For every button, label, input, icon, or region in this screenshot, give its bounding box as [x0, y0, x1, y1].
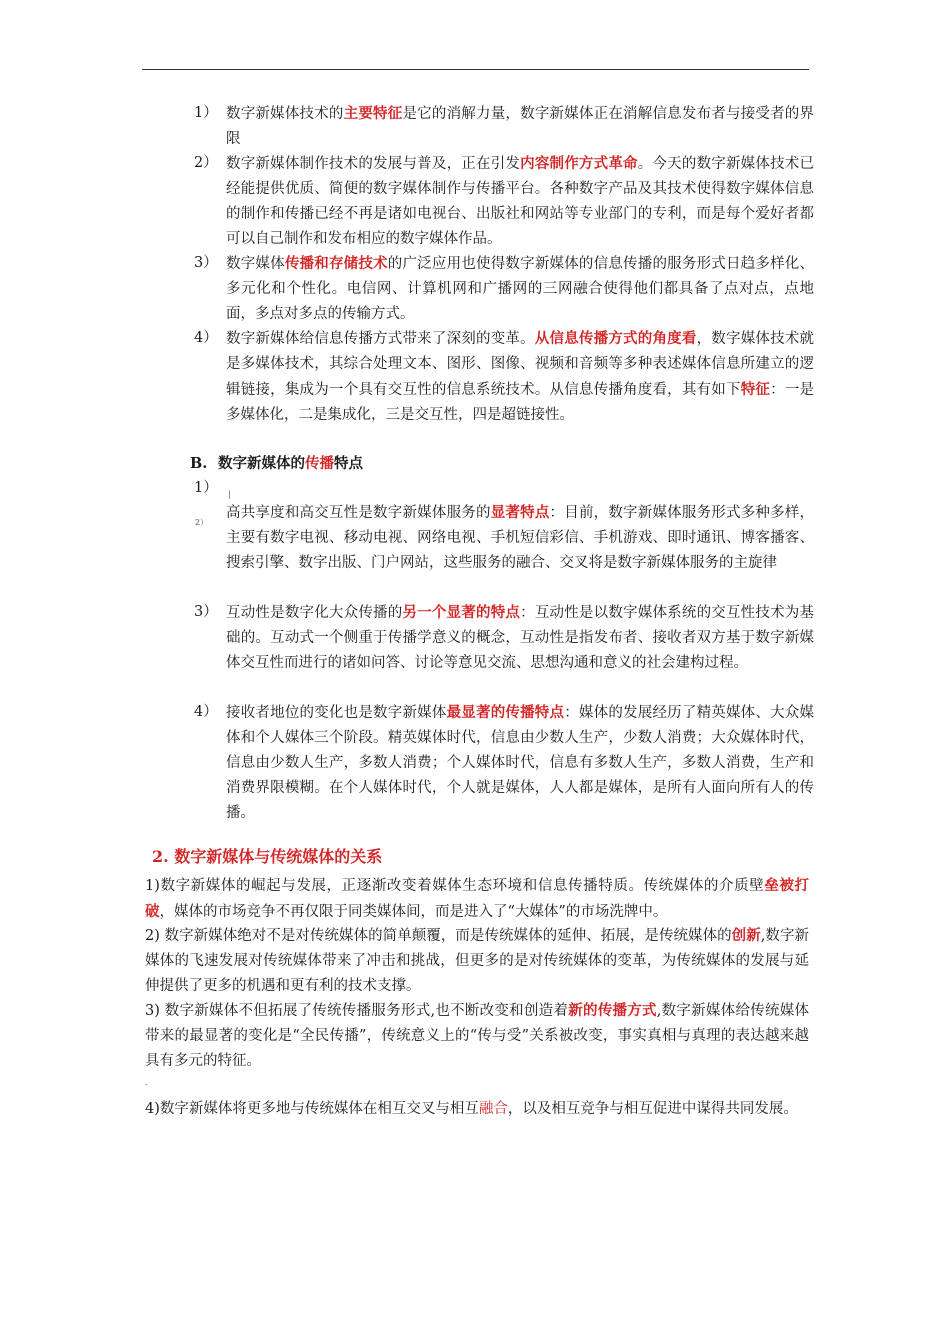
highlight-text: 创新	[731, 927, 761, 944]
highlight-text: 最显著的传播特点	[446, 704, 565, 721]
text-run: 是它的消解力量，数字新媒体正在消解信息发布者与接受者的界限	[226, 106, 815, 147]
stray-marker: |	[228, 490, 231, 499]
list-item	[194, 251, 814, 327]
text-run: ：一是多媒体化，二是集成化，三是交互性，四是超链接性。	[226, 382, 815, 423]
list-text	[226, 700, 814, 826]
stray-marker: -	[145, 1080, 148, 1089]
text-run: 1)数字新媒体的崛起与发展，正逐渐改变着媒体生态环境和信息传播特质。传统媒体的介质壁	[145, 878, 765, 894]
subheading-text-post: 特点	[334, 455, 363, 472]
subheading-b	[190, 451, 363, 476]
text-run: ，数字媒体技术就是多媒体技术，其综合处理文本、图形、图像、视频和音频等多种表述媒体信息所建立的逻辑链接，集成为一个具有交互性的信息系统技术。从信息传播角度看，其有如下	[226, 331, 815, 398]
text-run: 接收者地位的变化也是数字新媒体	[226, 705, 447, 721]
text-run: ,数字新媒体给传统媒体带来的最显著的变化是“全民传播”，传统意义上的“传与受”关系被改变，事实真相与真理的表达越来越具有多元的特征。	[145, 1003, 810, 1069]
list-number-small: 2）	[195, 518, 209, 527]
text-run: 2) 数字新媒体绝对不是对传统媒体的简单颠覆，而是传统媒体的延伸、拓展，是传统媒体的	[145, 928, 732, 944]
list-item	[194, 151, 814, 252]
list-number: 2）	[194, 155, 218, 171]
list-item	[194, 600, 814, 676]
text-run: 数字新媒体给信息传播方式带来了深刻的变革。	[226, 331, 535, 347]
text-run: ：媒体的发展经历了精英媒体、大众媒体和个人媒体三个阶段。精英媒体时代，信息由少数人生产，少数人消费；大众媒体时代，信息由少数人生产，多数人消费；个人媒体时代，信息有多数人生产，多数人消费，生产和消费界限模糊。在个人媒体时代，个人就是媒体，人人都是媒体，是所有人面向所有人的传播。	[226, 705, 814, 821]
text-run: 数字媒体	[226, 256, 285, 272]
subheading-text-red: 传播	[305, 455, 334, 472]
list-text	[226, 101, 814, 152]
text-run: 的广泛应用也使得数字新媒体的信息传播的服务形式日趋多样化、多元化和个性化。电信网、计算机网和广播网的三网融合使得他们都具备了点对点，点地面，多点对多点的传输方式。	[226, 256, 815, 322]
text-run: ,数字新媒体的飞速发展对传统媒体带来了冲击和挑战，但更多的是对传统媒体的变革，为传统媒体的发展与延伸提供了更多的机遇和更有利的技术支撑。	[145, 928, 810, 994]
highlight-text: 融合	[478, 1101, 508, 1117]
highlight-text: 新的传播方式	[568, 1002, 657, 1019]
paragraph	[145, 873, 809, 925]
highlight-text: 特征	[740, 381, 771, 398]
list-text	[226, 326, 814, 428]
paragraph	[145, 998, 809, 1074]
text-run: 数字新媒体制作技术的发展与普及，正在引发	[226, 156, 521, 172]
text-run: ，以及相互竞争与相互促进中谋得共同发展。	[507, 1101, 798, 1117]
text-run: 4)数字新媒体将更多地与传统媒体在相互交叉与相互	[145, 1101, 479, 1117]
list-text	[226, 151, 814, 252]
list-text	[226, 600, 814, 676]
list-number: 1）	[194, 105, 218, 121]
paragraph	[145, 923, 809, 999]
list-item	[194, 326, 814, 428]
paragraph	[145, 1097, 809, 1122]
text-run: ：互动性是以数字媒体系统的交互性技术为基础的。互动式一个侧重于传播学意义的概念，互动性是指发布者、接收者双方基于数字新媒体交互性而进行的诸如问答、讨论等意见交流、思想沟通和意义的社会建构过程。	[226, 605, 815, 671]
list-number: 3）	[194, 604, 218, 620]
text-run: 互动性是数字化大众传播的	[226, 605, 403, 621]
section-title: 2. 数字新媒体与传统媒体的关系	[152, 847, 383, 866]
list-number: 3）	[194, 255, 218, 271]
text-run: 数字新媒体技术的	[226, 106, 344, 122]
text-run: ，媒体的市场竞争不再仅限于同类媒体间，而是进入了“大媒体”的市场洗牌中。	[159, 904, 668, 920]
highlight-text: 显著特点	[490, 504, 550, 521]
highlight-text: 从信息传播方式的角度看	[534, 330, 697, 347]
list-item	[194, 700, 814, 826]
list-number: 4）	[194, 330, 218, 346]
list-number: 1）	[194, 480, 218, 496]
list-item	[194, 500, 814, 576]
highlight-text: 主要特征	[343, 105, 403, 122]
list-number: 4）	[194, 704, 218, 720]
list-item	[194, 101, 814, 152]
text-run: 3) 数字新媒体不但拓展了传统传播服务形式,也不断改变和创造着	[145, 1003, 569, 1019]
text-run: ：目前，数字新媒体服务形式多种多样，主要有数字电视、移动电视、网络电视、手机短信彩信、手机游戏、即时通讯、博客播客、搜索引擎、数字出版、门户网站，这些服务的融合、交叉将是数字新媒体服务的主旋律	[226, 505, 815, 571]
list-text	[226, 251, 814, 327]
highlight-text: 垒被打破	[145, 877, 809, 920]
highlight-text: 内容制作方式革命	[520, 155, 638, 172]
text-run: 。今天的数字新媒体技术已经能提供优质、简便的数字媒体制作与传播平台。各种数字产品及其技术使得数字媒体信息的制作和传播已经不再是诸如电视台、出版社和网站等专业部门的专利，而是每个爱好者都可以自己制作和发布相应的数字媒体作品。	[226, 156, 815, 247]
list-text	[226, 500, 814, 576]
text-run: 高共享度和高交互性是数字新媒体服务的	[226, 505, 491, 521]
header-rule	[142, 69, 809, 70]
highlight-text: 另一个显著的特点	[402, 604, 521, 621]
highlight-text: 传播和存储技术	[284, 255, 388, 272]
subheading-letter: B.	[190, 455, 208, 472]
subheading-text-pre: 数字新媒体的	[218, 455, 305, 472]
